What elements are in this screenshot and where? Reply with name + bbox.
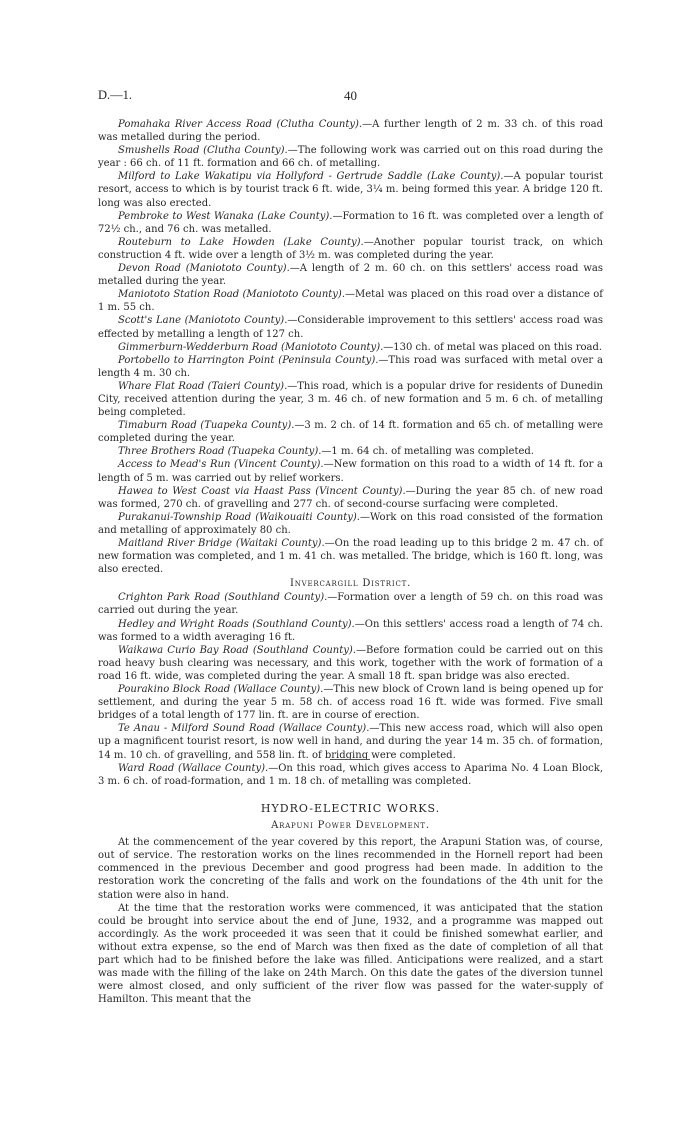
- road-entry: [98, 210, 603, 236]
- road-entry-title: Whare Flat Road (Taieri County).: [118, 380, 288, 392]
- district-heading: Invercargill District.: [289, 578, 412, 590]
- road-entry-body: —This new block of Crown land is being opened up for settlement, and during the year 5 m. 58 ch. of access road 16 ft. wide was formed. Five small bridges of a total length of 177 lin. ft. are in course of erection.: [98, 684, 603, 722]
- road-entry: [98, 380, 603, 419]
- road-entry-body: —On this road, which gives access to Aparima No. 4 Loan Block, 3 m. 6 ch. of road-formation, and 1 m. 18 ch. of metalling was completed.: [98, 762, 604, 787]
- road-entry-title: Access to Mead's Run (Vincent County).: [118, 459, 324, 471]
- road-entry-title: Portobello to Harrington Point (Peninsula County).: [118, 354, 379, 366]
- road-entry-body: —Metal was placed on this road over a distance of 1 m. 55 ch.: [98, 289, 604, 314]
- hydro-title: HYDRO-ELECTRIC WORKS.: [260, 802, 441, 815]
- road-entry-body: —This road, which is a popular drive for residents of Dunedin City, received attention during the year, 3 m. 46 ch. of new formation and 5 m. 6 ch. of metalling being completed.: [98, 380, 603, 419]
- hydro-section: [98, 802, 603, 1006]
- road-entry: [98, 262, 603, 288]
- road-entry-body: —A further length of 2 m. 33 ch. of this road was metalled during the period.: [98, 119, 603, 144]
- road-entry: [98, 644, 603, 683]
- road-entry-title: Pourakino Block Road (Wallace County).: [118, 684, 324, 696]
- road-entry-title: Pembroke to West Wanaka (Lake County).: [118, 210, 333, 222]
- road-entry-body: —This road was surfaced with metal over a length 4 m. 30 ch.: [98, 354, 603, 379]
- road-entry-title: Maitland River Bridge (Waitaki County).: [118, 538, 325, 549]
- road-entry-body: —New formation on this road to a width of 14 ft. for a length of 5 m. was carried out by relief workers.: [98, 459, 604, 484]
- road-entry: [98, 445, 603, 458]
- road-entry: [98, 341, 603, 354]
- road-entry-title: Purakanui-Township Road (Waikouaiti County).: [118, 511, 360, 523]
- road-entry-body: —A length of 2 m. 60 ch. on this settlers' access road was metalled during the year.: [98, 263, 604, 288]
- road-entry: [98, 288, 603, 314]
- road-entry-body: —A popular tourist resort, access to which is by tourist track 6 ft. wide, 3¼ m. being formed this year. A bridge 120 ft. long was also erected.: [98, 171, 603, 209]
- section-divider: [330, 759, 370, 760]
- road-entry: [98, 458, 603, 484]
- road-entry-body: —1 m. 64 ch. of metalling was completed.: [321, 446, 534, 458]
- road-entry: [98, 722, 603, 761]
- road-entry-body: —Formation over a length of 59 ch. on this road was carried out during the year.: [98, 592, 603, 617]
- road-entry-title: Maniototo Station Road (Maniototo County).: [118, 289, 346, 301]
- road-entry-body: —On the road leading up to this bridge 2 m. 47 ch. of new formation was completed, and 1 m. 41 ch. was metalled. The bridge, which is 160 ft. long, was also erected.: [98, 538, 604, 576]
- road-entry: [98, 314, 603, 340]
- road-entry-title: Timaburn Road (Tuapeka County).: [118, 420, 295, 432]
- road-entry: [98, 591, 603, 617]
- page-number: 40: [344, 88, 357, 103]
- road-entry-body: —The following work was carried out on this road during the year : 66 ch. of 11 ft. formation and 66 ch. of metalling.: [98, 145, 603, 170]
- page-header: [98, 89, 603, 105]
- road-entry-title: Te Anau - Milford Sound Road (Wallace County).: [118, 723, 370, 735]
- road-entry-body: —During the year 85 ch. of new road was formed, 270 ch. of gravelling and 277 ch. of second-course surfacing were completed.: [98, 485, 603, 510]
- road-entry-title: Gimmerburn-Wedderburn Road (Maniototo County).: [118, 341, 384, 353]
- hydro-paragraphs: [98, 836, 603, 1006]
- road-entry: [98, 236, 603, 262]
- road-entry: [98, 118, 603, 144]
- road-entry-title: Waikawa Curio Bay Road (Southland County).: [118, 644, 356, 656]
- road-entry: [98, 511, 603, 537]
- road-entry: [98, 144, 603, 170]
- road-entry-title: Smushells Road (Clutha County).: [118, 145, 288, 157]
- road-entry: [98, 354, 603, 380]
- road-entry-title: Milford to Lake Wakatipu via Hollyford - Gertrude Saddle (Lake County).: [118, 171, 504, 183]
- road-entry-title: Pomahaka River Access Road (Clutha County).: [118, 119, 363, 130]
- road-entry: [98, 762, 603, 788]
- road-entry-title: Three Brothers Road (Tuapeka County).: [118, 446, 322, 458]
- road-entry-body: —Formation to 16 ft. was completed over a length of 72½ ch., and 76 ch. was metalled.: [98, 210, 603, 235]
- road-entry-body: —Work on this road consisted of the formation and metalling of approximately 80 ch.: [98, 511, 603, 536]
- road-entry-body: —Another popular tourist track, on which construction 4 ft. wide over a length of 3½ m. was completed during the year.: [98, 236, 603, 261]
- road-entry-title: Hedley and Wright Roads (Southland County).: [118, 618, 355, 630]
- road-entry-body: —Considerable improvement to this settlers' access road was effected by metalling a length of 127 ch.: [98, 315, 603, 340]
- road-entry-body: —Before formation could be carried out on this road heavy bush clearing was necessary, and this work, together with the work of formation of a road 16 ft. wide, was completed during the year. A small 18 ft. span bridge was also erected.: [98, 644, 603, 682]
- road-entry-body: —130 ch. of metal was placed on this road.: [383, 341, 603, 353]
- road-entry-title: Hawea to West Coast via Haast Pass (Vincent County).: [118, 485, 406, 497]
- hydro-paragraph: At the time that the restoration works were commenced, it was anticipated that the station could be brought into service about the end of June, 1932, and a programme was mapped out accordingly. As the work proceeded it was seen that it could be finished somewhat earlier, and without extra expense, so the end of March was then fixed as the date of completion of all that part which had to be finished before the lake was filled. Anticipations were realized, and a start was made with the filling of the lake on 24th March. On this date the gates of the diversion tunnel were almost closed, and only sufficient of the river flow was passed for the water-supply of Hamilton. This meant that the: [98, 902, 603, 1006]
- road-entry-title: Routeburn to Lake Howden (Lake County).: [118, 236, 364, 248]
- road-entry-title: Devon Road (Maniototo County).: [118, 263, 290, 275]
- road-entry: [98, 683, 603, 722]
- hydro-subtitle: Arapuni Power Development.: [271, 820, 430, 832]
- section-reference: D.—1.: [98, 88, 133, 102]
- road-entry: [98, 419, 603, 445]
- road-entry: [98, 485, 603, 511]
- roads-list: [98, 118, 603, 576]
- road-entry-title: Crighton Park Road (Southland County).: [118, 592, 328, 604]
- road-entry-body: —3 m. 2 ch. of 14 ft. formation and 65 ch. of metalling were completed during the year.: [98, 420, 603, 445]
- roads-section: [98, 118, 603, 788]
- road-entry: [98, 537, 603, 576]
- road-entry-title: Scott's Lane (Maniototo County).: [118, 315, 288, 327]
- road-entry-body: —This new access road, which will also open up a magnificent tourist resort, is now well in hand, and during the year 14 m. 35 ch. of formation, 14 m. 10 ch. of gravelling, and 558 lin. ft. of bridging were completed.: [98, 723, 603, 761]
- road-entry: [98, 170, 603, 209]
- road-entry-title: Ward Road (Wallace County).: [118, 762, 269, 774]
- hydro-paragraph: At the commencement of the year covered by this report, the Arapuni Station was, of course, out of service. The restoration works on the lines recommended in the Hornell report had been commenced in the previous December and good progress had been made. In addition to the restoration work the concreting of the falls and work on the foundations of the 4th unit for the station were also in hand.: [98, 837, 603, 901]
- road-entry: [98, 618, 603, 644]
- road-entry-body: —On this settlers' access road a length of 74 ch. was formed to a width averaging 16 ft.: [98, 618, 603, 643]
